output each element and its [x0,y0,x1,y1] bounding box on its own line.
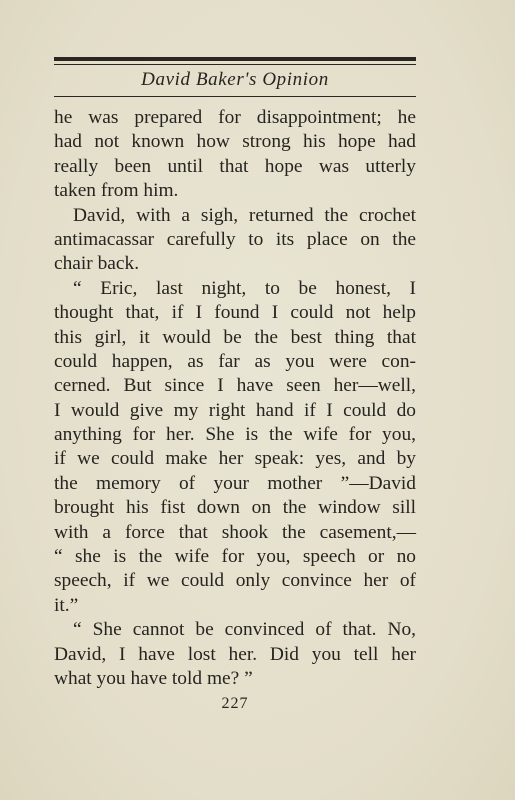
text-line: brought his fist down on the window sill [54,497,416,519]
text-line: if we could make her speak: yes, and by [54,448,416,470]
text-line: with a force that shook the casement,— [54,521,416,543]
text-line: chair back. [54,253,140,275]
text-line: antimacassar carefully to its place on the [54,228,416,250]
text-line: I would give my right hand if I could do [54,399,416,421]
header-rule-thin [54,64,416,65]
text-line: “ She cannot be convinced of that. No, [73,619,416,641]
page-number: 227 [221,695,249,712]
text-line: David, I have lost her. Did you tell her [54,643,416,665]
text-line: David, with a sigh, returned the crochet [73,204,416,226]
text-line: cerned. But since I have seen her—well, [54,375,416,397]
text-line: had not known how strong his hope had [54,131,416,153]
text-line: thought that, if I found I could not help [54,302,416,324]
header-rule-thick [54,57,416,61]
text-line: he was prepared for disappointment; he [54,107,416,128]
text-line: anything for her. She is the wife for you, [54,424,416,446]
text-line: taken from him. [54,180,179,202]
text-line: it.” [54,594,79,616]
text-line: “ she is the wife for you, speech or no [54,546,416,568]
text-line: what you have told me? ” [54,667,253,689]
text-line: really been until that hope was utterly [54,155,416,177]
header-rule-below [54,96,416,97]
running-head: David Baker's Opinion [141,69,329,90]
text-line: “ Eric, last night, to be honest, I [73,277,416,299]
text-line: speech, if we could only convince her of [54,570,416,592]
text-line: the memory of your mother ”—David [54,472,416,494]
text-line: could happen, as far as you were con- [54,350,416,372]
text-line: this girl, it would be the best thing that [54,326,416,348]
body-text [54,106,416,691]
